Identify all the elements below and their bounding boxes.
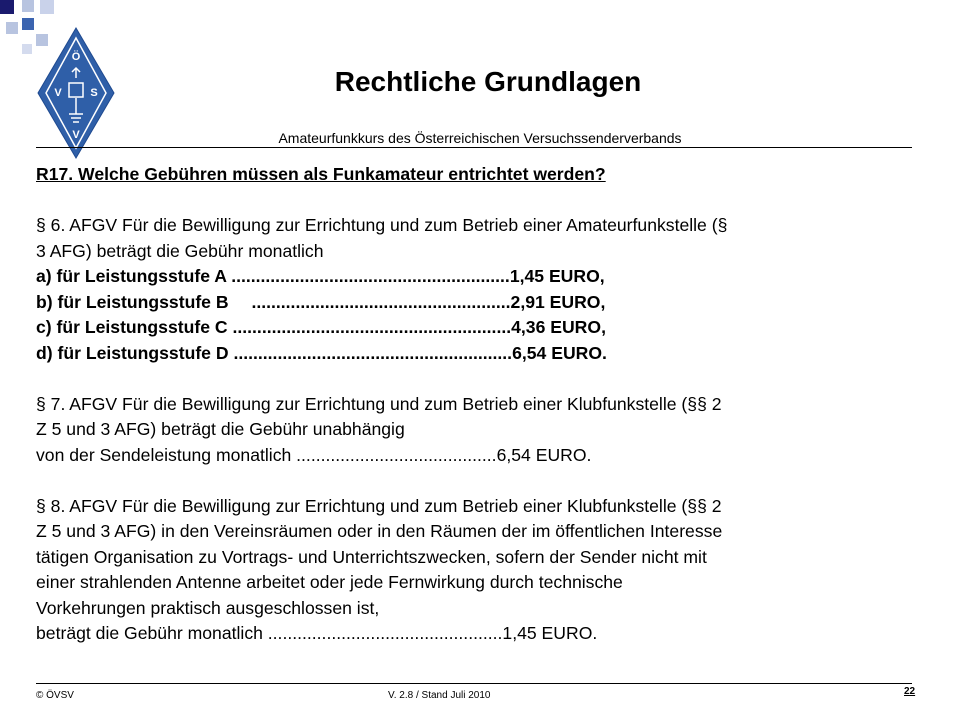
corner-square-light: [22, 44, 32, 54]
fee-item: [36, 315, 916, 341]
section7-line: Z 5 und 3 AFG) beträgt die Gebühr unabhängig: [36, 419, 405, 439]
corner-square-light: [6, 22, 18, 34]
spacer: [36, 468, 916, 494]
corner-square-light: [40, 0, 54, 14]
fee-label: d) für Leistungsstufe D: [36, 342, 229, 363]
question-heading: R17. Welche Gebühren müssen als Funkamateur entrichtet werden?: [36, 164, 606, 184]
fee-value: 4,36 EURO,: [511, 317, 606, 337]
fee-dots: .....................................................: [251, 291, 511, 312]
footer-divider: [36, 683, 912, 684]
fee-item: [36, 341, 916, 367]
corner-square-light: [22, 0, 34, 12]
fee-value: 1,45 EURO,: [509, 266, 605, 286]
corner-square-navy: [0, 0, 14, 14]
footer-version: V. 2.8 / Stand Juli 2010: [388, 690, 491, 701]
fee-label: c) für Leistungsstufe C: [36, 317, 228, 337]
logo-letter: V: [54, 87, 62, 99]
section8-line: § 8. AFGV Für die Bewilligung zur Errichtung und zum Betrieb einer Klubfunkstelle (§§ 2: [36, 495, 722, 516]
fee-value: 6,54 EURO.: [512, 342, 607, 363]
section8-line: Vorkehrungen praktisch ausgeschlossen ist,: [36, 597, 380, 618]
slide-content: [36, 162, 916, 647]
corner-square-blue: [22, 18, 34, 30]
fee-label: b) für Leistungsstufe B: [36, 291, 229, 312]
logo-letter: V: [72, 129, 80, 141]
section8-line: tätigen Organisation zu Vortrags- und Unterrichtszwecken, sofern der Sender nicht mit: [36, 546, 707, 567]
page-subtitle: Amateurfunkkurs des Österreichischen Versuchssenderverbands: [278, 130, 682, 146]
fee-item: [36, 290, 916, 316]
section6-line: § 6. AFGV Für die Bewilligung zur Errichtung und zum Betrieb einer Amateurfunkstelle (§: [36, 215, 728, 235]
spacer: [36, 366, 916, 392]
section7-line: von der Sendeleistung monatlich .........................................6,54 EURO.: [36, 444, 592, 465]
section6-line: 3 AFG) beträgt die Gebühr monatlich: [36, 240, 324, 261]
logo-letter: S: [90, 87, 98, 99]
section8-line: Z 5 und 3 AFG) in den Vereinsräumen oder in den Räumen der im öffentlichen Interesse: [36, 521, 723, 541]
fee-dots: .........................................................: [232, 317, 512, 337]
page-title: Rechtliche Grundlagen: [334, 66, 642, 97]
fee-label: a) für Leistungsstufe A: [36, 266, 227, 286]
logo-letter: Ö: [71, 51, 81, 63]
fee-dots: .........................................................: [231, 266, 510, 286]
page-number: 22: [904, 686, 916, 697]
section7-line: § 7. AFGV Für die Bewilligung zur Errichtung und zum Betrieb einer Klubfunkstelle (§§ 2: [36, 393, 722, 414]
section8-line: einer strahlenden Antenne arbeitet oder jede Fernwirkung durch technische: [36, 572, 623, 592]
spacer: [36, 188, 916, 214]
fee-dots: .........................................................: [233, 342, 513, 363]
footer-copyright: © ÖVSV: [36, 690, 74, 701]
fee-value: 2,91 EURO,: [510, 291, 606, 312]
section8-line: beträgt die Gebühr monatlich ................................................1,45 EURO.: [36, 623, 598, 643]
fee-item: [36, 264, 916, 290]
header-divider: [36, 147, 912, 148]
